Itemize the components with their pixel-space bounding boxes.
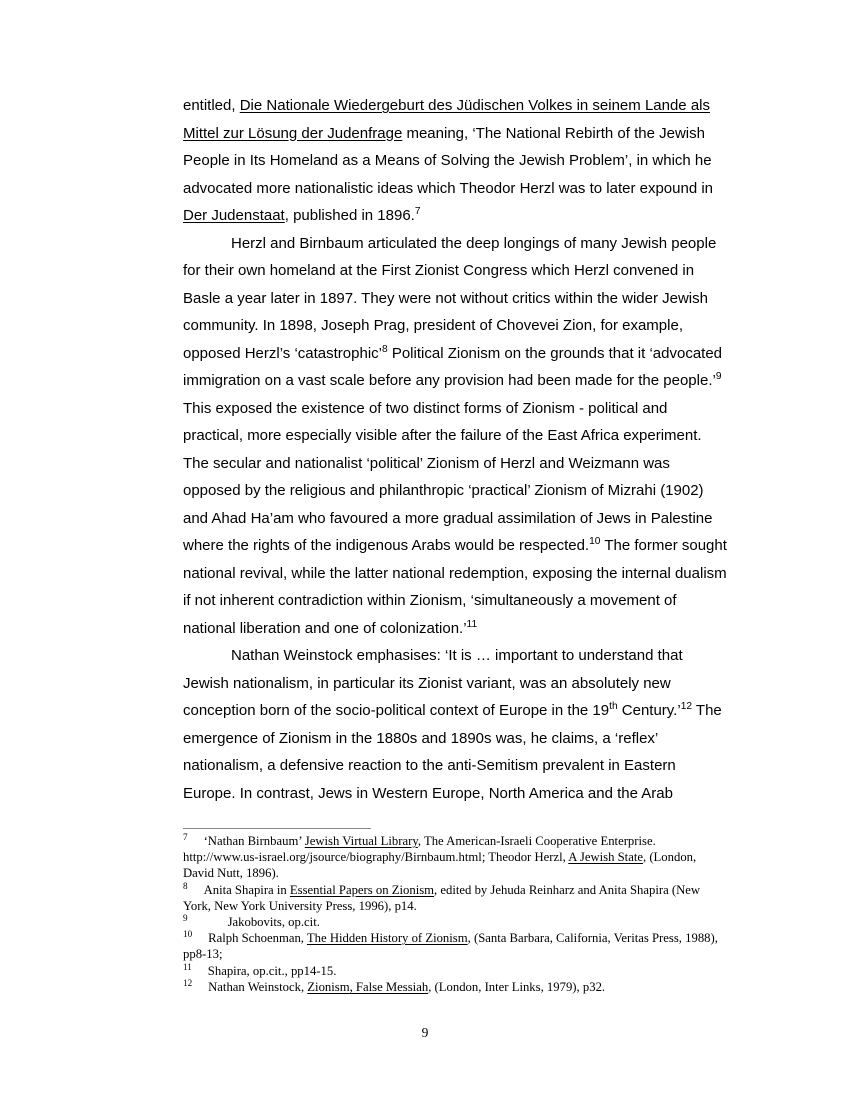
footnote-12 (183, 979, 728, 995)
text-run: ‘Nathan Birnbaum’ (203, 834, 305, 848)
footnote-number: 8 (183, 880, 188, 891)
underlined-title: Die Nationale Wiedergeburt des Jüdischen Volkes in seinem Lande als Mittel zur Lösung der Judenfrage (183, 97, 710, 142)
text-run: The former sought national revival, while the latter national redemption, exposing the internal dualism if not inherent contradiction within Zionism, ‘simultaneously a movement of national liberation and one of colonization.’ (183, 537, 727, 637)
underlined-title: Jewish Virtual Library (304, 834, 418, 848)
footnote-10 (183, 930, 728, 962)
text-run: , published in 1896. (284, 207, 415, 224)
footnote-separator-rule (183, 828, 371, 829)
text-run: , edited by Jehuda Reinharz and Anita Shapira (New York, New York University Press, 1996), p14. (183, 882, 701, 913)
footnote-8 (183, 882, 728, 914)
underlined-title: Essential Papers on Zionism (289, 882, 435, 897)
underlined-title: The Hidden History of Zionism (306, 931, 468, 946)
para-herzl-birnbaum (183, 230, 728, 643)
para-birnbaum-title (183, 92, 728, 230)
text-run: Shapira, op.cit., pp14-15. (207, 963, 337, 978)
text-run: Nathan Weinstock, (208, 979, 308, 994)
footnote-reference-marker: 7 (414, 206, 421, 217)
footnotes-block (183, 828, 728, 995)
footnote-number: 7 (183, 831, 188, 842)
page-number: 9 (421, 1025, 429, 1040)
text-run: Ralph Schoenman, (208, 931, 307, 946)
text-run: Nathan Weinstock emphasises: ‘It is … important to understand that Jewish nationalism, in particular its Zionist variant, was an absolutely new conception born of the socio-political context of Europe in the 19 (183, 647, 683, 719)
underlined-title: Der Judenstaat (183, 207, 285, 224)
footnote-number: 9 (183, 912, 188, 923)
footnote-list (183, 833, 728, 995)
footnote-reference-marker: 11 (466, 618, 478, 630)
body-text-block (183, 92, 728, 807)
footnote-reference-marker: th (609, 701, 618, 712)
text-run: The emergence of Zionism in the 1880s and 1890s was, he claims, a ‘reflex’ nationalism, a defensive reaction to the anti-Semitism prevalent in Eastern Europe. In contrast, Jews in Western Europe, North America and the Arab (183, 702, 722, 802)
text-run: Century.’ (617, 702, 681, 719)
footnote-9 (183, 914, 728, 930)
text-run: Political Zionism on the grounds that it ‘advocated immigration on a vast scale before any provision had been made for the people.’ (183, 344, 723, 389)
footnote-reference-marker: 9 (715, 371, 722, 382)
text-run: , (Santa Barbara, California, Veritas Press, 1988), pp8-13; (183, 931, 718, 962)
text-run: entitled, (183, 97, 240, 114)
text-run: Anita Shapira in (203, 882, 290, 897)
text-run: meaning, ‘The National Rebirth of the Jewish People in Its Homeland as a Means of Solving the Jewish Problem’, in which he advocated more nationalistic ideas which Theodor Herzl was to later expound in (183, 124, 714, 197)
footnote-reference-marker: 8 (382, 343, 388, 355)
para-weinstock (183, 642, 728, 807)
footnote-reference-marker: 10 (589, 536, 601, 547)
footnote-7 (183, 833, 728, 882)
footnote-number: 10 (183, 928, 193, 939)
footnote-reference-marker: 12 (680, 701, 693, 712)
text-run: , (London, Inter Links, 1979), p32. (428, 979, 606, 994)
text-run: This exposed the existence of two distinct forms of Zionism - political and practical, more especially visible after the failure of the East Africa experiment. The secular and nationalist ‘political’ Zionism of Herzl and Weizmann was opposed by the religious and philanthropic ‘practical’ Zionism of Mizrahi (1902) and Ahad Ha’am who favoured a more gradual assimilation of Jews in Palestine where the rights of the indigenous Arabs would be respected. (183, 399, 713, 554)
text-run: , The American-Israeli Cooperative Enterprise. http://www.us-israel.org/jsource/biography/Birnbaum.html; Theodor Herzl, (183, 834, 656, 865)
underlined-title: A Jewish State (568, 850, 643, 865)
footnote-11 (183, 963, 728, 979)
underlined-title: Zionism, False Messiah (307, 979, 429, 994)
text-run: Herzl and Birnbaum articulated the deep longings of many Jewish people for their own homeland at the First Zionist Congress which Herzl convened in Basle a year later in 1897. They were not without critics within the wider Jewish community. In 1898, Joseph Prag, president of Chovevei Zion, for example, opposed Herzl’s ‘catastrophic’ (183, 234, 717, 362)
text-run: Jakobovits, op.cit. (227, 915, 320, 930)
footnote-number: 12 (183, 977, 193, 988)
text-run: , (London, David Nutt, 1896). (183, 850, 697, 881)
footnote-number: 11 (183, 961, 192, 972)
